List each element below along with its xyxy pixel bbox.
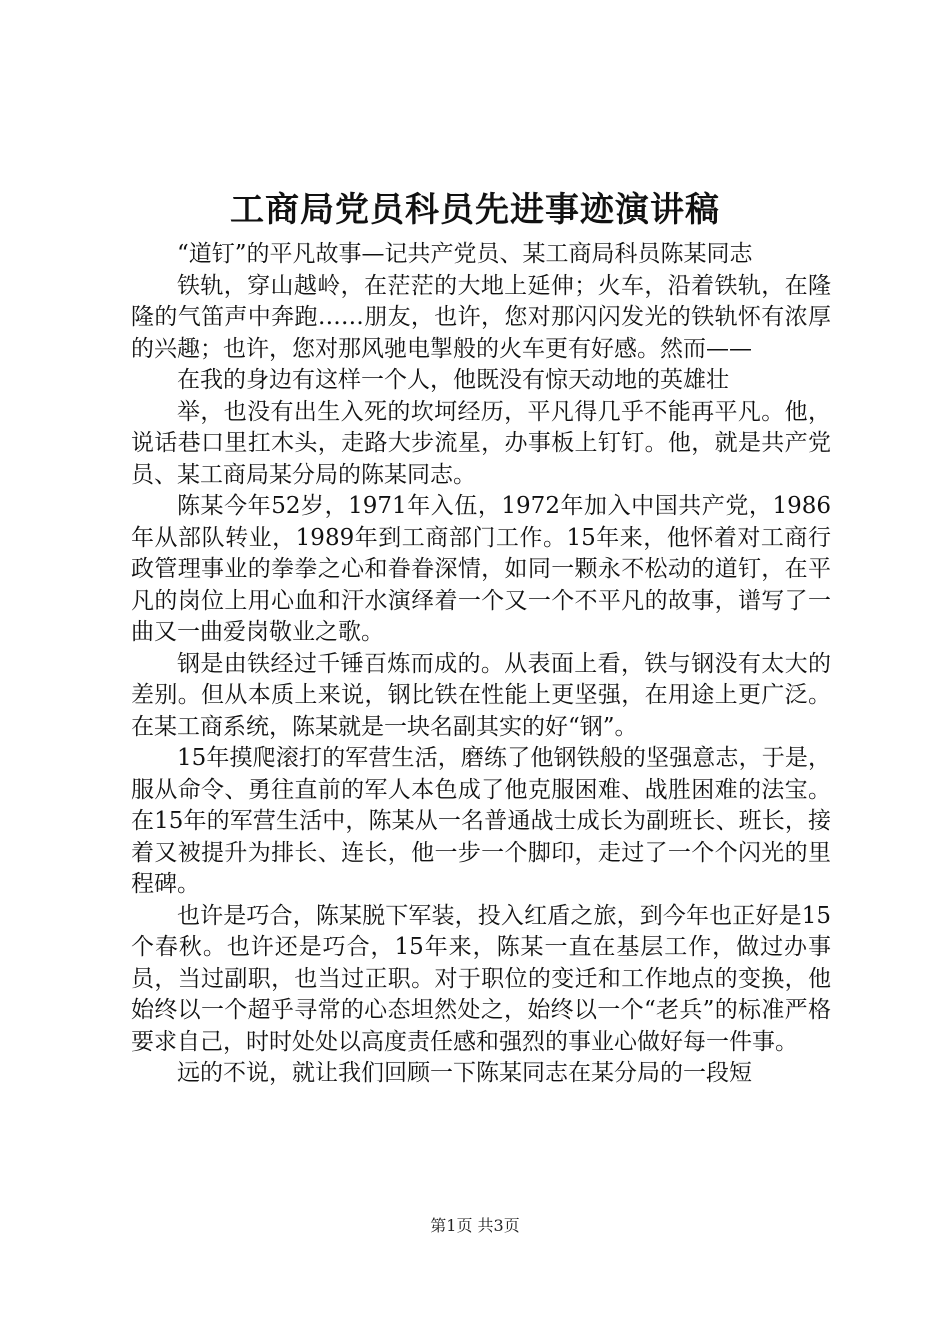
body-paragraph: 15年摸爬滚打的军营生活，磨练了他钢铁般的坚强意志，于是，服从命令、勇往直前的军人本色成了他克服困难、战胜困难的法宝。在15年的军营生活中，陈某从一名普通战士成长为副班长、班长，接着又被提升为排长、连长，他一步一个脚印，走过了一个个闪光的里程碑。 [131,745,831,897]
page-footer: 第1页 共3页 [430,1216,520,1235]
body-paragraph: 铁轨，穿山越岭，在茫茫的大地上延伸；火车，沿着铁轨，在隆隆的气笛声中奔跑……朋友，也许，您对那闪闪发光的铁轨怀有浓厚的兴趣；也许，您对那风驰电掣般的火车更有好感。然而—— [131,272,831,362]
body-paragraph: 在我的身边有这样一个人，他既没有惊天动地的英雄壮 [177,367,729,393]
document-body [131,239,831,1090]
body-paragraph: 也许是巧合，陈某脱下军装，投入红盾之旅，到今年也正好是15个春秋。也许还是巧合，15年来，陈某一直在基层工作，做过办事员，当过副职，也当过正职。对于职位的变迁和工作地点的变换，他始终以一个超乎寻常的心态坦然处之，始终以一个“老兵”的标准严格要求自己，时时处处以高度责任感和强烈的事业心做好每一件事。 [131,902,831,1055]
page-title: 工商局党员科员先进事迹演讲稿 [230,190,720,230]
body-paragraph: 举，也没有出生入死的坎坷经历，平凡得几乎不能再平凡。他，说话巷口里扛木头，走路大步流星，办事板上钉钉。他，就是共产党员、某工商局某分局的陈某同志。 [131,398,831,488]
body-paragraph: 钢是由铁经过千锤百炼而成的。从表面上看，铁与钢没有太大的差别。但从本质上来说，钢比铁在性能上更坚强，在用途上更广泛。在某工商系统，陈某就是一块名副其实的好“钢”。 [131,650,831,740]
body-paragraph: 陈某今年52岁，1971年入伍，1972年加入中国共产党，1986年从部队转业，1989年到工商部门工作。15年来，他怀着对工商行政管理事业的拳拳之心和眷眷深情，如同一颗永不松动的道钉，在平凡的岗位上用心血和汗水演绎着一个又一个不平凡的故事，谱写了一曲又一曲爱岗敬业之歌。 [131,493,831,645]
body-paragraph: 远的不说，就让我们回顾一下陈某同志在某分局的一段短 [177,1060,752,1086]
subtitle-paragraph: “道钉”的平凡故事—记共产党员、某工商局科员陈某同志 [177,241,753,267]
